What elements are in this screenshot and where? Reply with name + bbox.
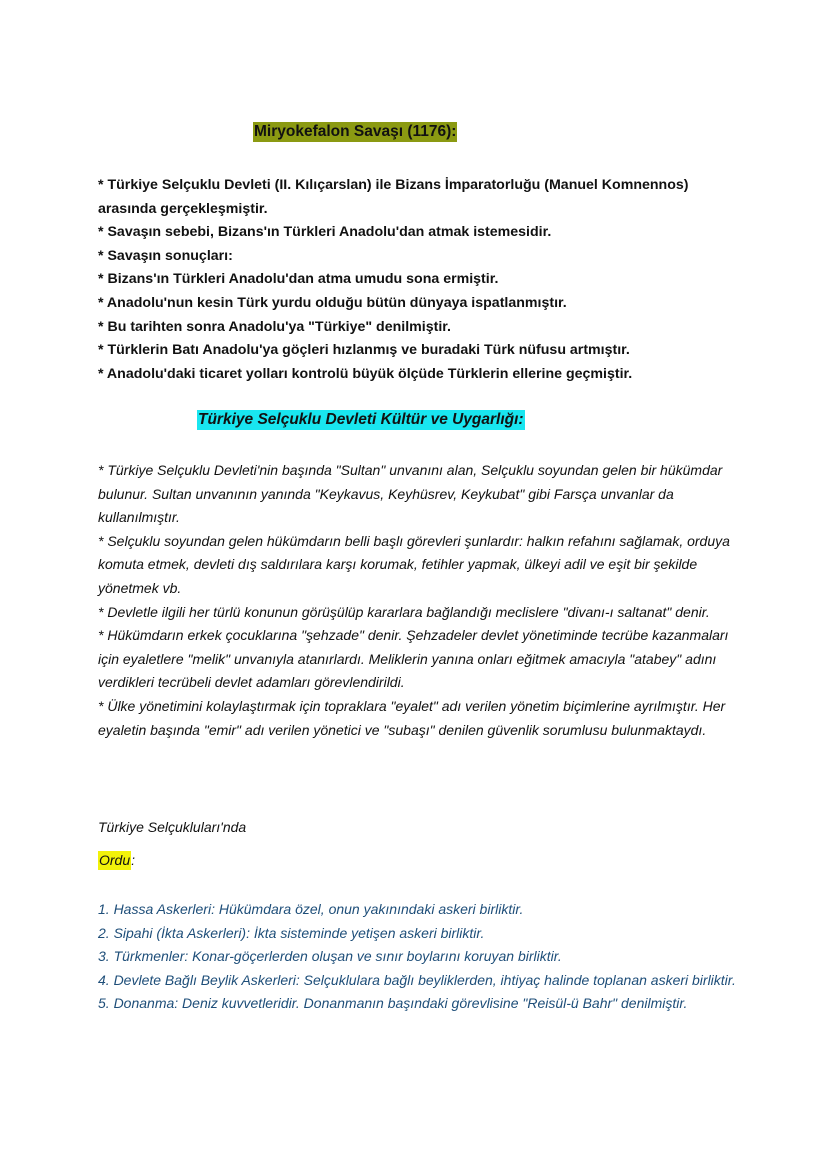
section2-paragraph: * Selçuklu soyundan gelen hükümdarın belli başlı görevleri şunlardır: halkın refahını sağlamak, orduya komuta etmek, devleti dış saldırılara karşı korumak, fetihler yapmak, ülkeyi adil ve eşit bir şekilde yönetmek vb. — [98, 532, 730, 596]
ordu-label: Ordu — [99, 852, 131, 868]
ordu-colon: : — [131, 852, 136, 868]
section2-paragraph: * Ülke yönetimini kolaylaştırmak için topraklara "eyalet" adı verilen yönetim biçimlerine ayrılmıştır. Her eyaletin başında "emir" adı verilen yönetici ve "subaşı" denilen güvenlik sorumlusu bulunmaktaydı. — [98, 697, 726, 738]
section2-paragraph: * Hükümdarın erkek çocuklarına "şehzade" denir. Şehzadeler devlet yönetiminde tecrübe kazanmaları için eyaletlere "melik" unvanıyla atanırlardı. Meliklerin yanına onları eğitmek amacıyla "atabey" adını verdikleri tecrübeli devlet adamları görevlendirildi. — [98, 627, 729, 691]
army-list-item: 1. Hassa Askerleri: Hükümdara özel, onun yakınındaki askeri birliktir. — [98, 901, 524, 917]
army-list-item: 5. Donanma: Deniz kuvvetleridir. Donanmanın başındaki görevlisine "Reisül-ü Bahr" denilmiştir. — [98, 995, 688, 1012]
army-list-item: 4. Devlete Bağlı Beylik Askerleri: Selçuklulara bağlı beyliklerden, ihtiyaç halinde toplanan askeri birliktir. — [98, 971, 736, 988]
section2-title: Türkiye Selçuklu Devleti Kültür ve Uygarlığı: — [198, 411, 524, 428]
section2-paragraph: * Devletle ilgili her türlü konunun görüşülüp kararlara bağlandığı meclislere "divanı-ı saltanat" denir. — [98, 603, 710, 620]
section2-heading — [197, 409, 525, 431]
section2-body — [98, 459, 738, 742]
section1-paragraph: * Bu tarihten sonra Anadolu'ya "Türkiye" denilmiştir. — [98, 318, 451, 335]
section3-subtitle: Türkiye Selçukluları'nda — [98, 819, 247, 835]
army-list-item: 3. Türkmenler: Konar-göçerlerden oluşan ve sınır boylarını koruyan birliktir. — [98, 948, 562, 965]
section1-paragraph: * Bizans'ın Türkleri Anadolu'dan atma umudu sona ermiştir. — [98, 271, 499, 288]
section1-paragraph: * Savaşın sonuçları: — [98, 247, 233, 264]
section2-paragraph: * Türkiye Selçuklu Devleti'nin başında "Sultan" unvanını alan, Selçuklu soyundan gelen bir hükümdar bulunur. Sultan unvanının yanında "Keykavus, Keyhüsrev, Keykubat" gibi Farsça unvanlar da kullanılmıştır. — [98, 462, 723, 526]
section1-paragraph: * Anadolu'daki ticaret yolları kontrolü büyük ölçüde Türklerin ellerine geçmiştir. — [98, 365, 633, 382]
section1-title: Miryokefalon Savaşı (1176): — [254, 123, 457, 140]
section1-paragraph: * Anadolu'nun kesin Türk yurdu olduğu bütün dünyaya ispatlanmıştır. — [98, 294, 567, 311]
section1-body — [98, 174, 728, 386]
section1-paragraph: * Türkiye Selçuklu Devleti (II. Kılıçarslan) ile Bizans İmparatorluğu (Manuel Komnennos) arasında gerçekleşmiştir. — [98, 177, 689, 217]
section1-paragraph: * Türklerin Batı Anadolu'ya göçleri hızlanmış ve buradaki Türk nüfusu artmıştır. — [98, 342, 630, 359]
section1-heading — [253, 121, 457, 143]
section1-paragraph: * Savaşın sebebi, Bizans'ın Türkleri Anadolu'dan atmak istemesidir. — [98, 224, 552, 241]
army-list-item: 2. Sipahi (İkta Askerleri): İkta sisteminde yetişen askeri birliktir. — [98, 924, 485, 941]
ordu-heading — [98, 849, 135, 871]
army-list — [98, 898, 738, 1016]
